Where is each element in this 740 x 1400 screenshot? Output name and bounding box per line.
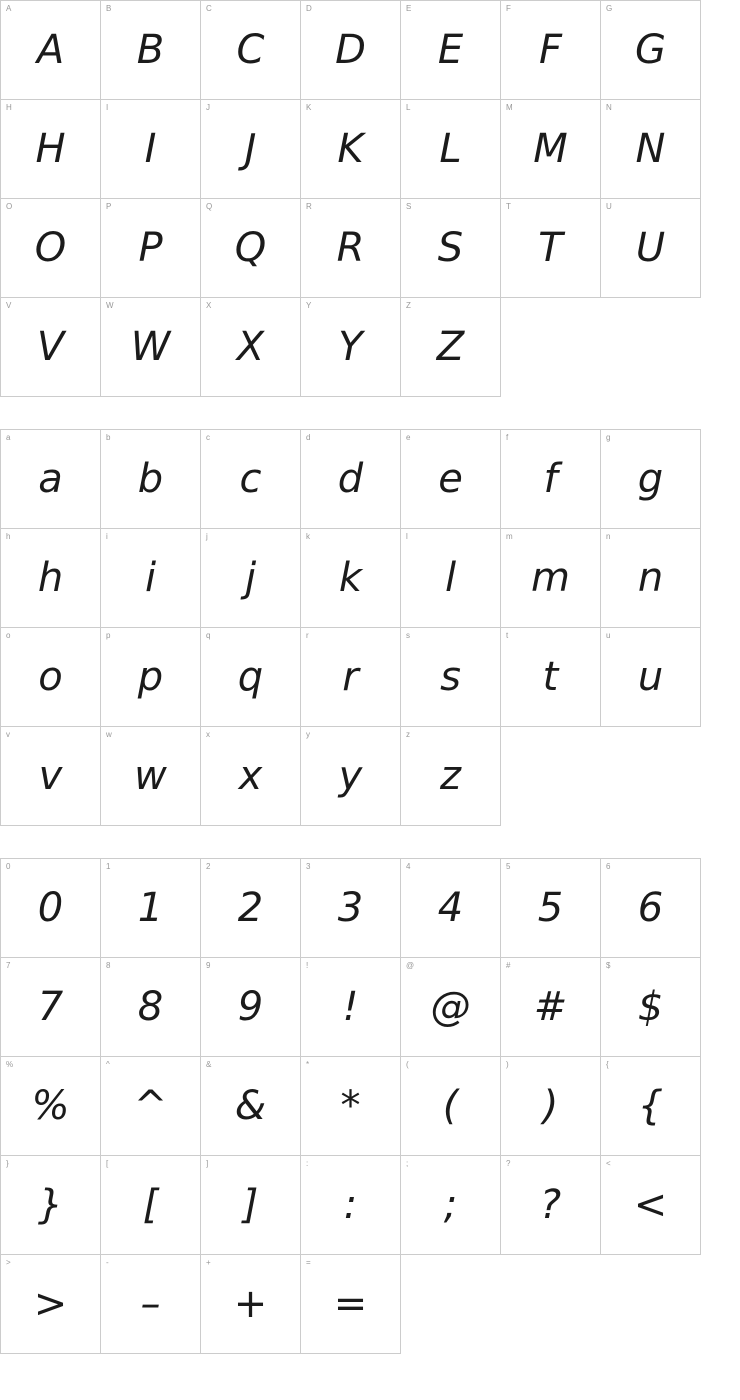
glyph-cell (401, 727, 501, 826)
glyph-character: D (335, 27, 366, 73)
glyph-character: c (239, 456, 262, 502)
glyph-code-label: i (106, 532, 108, 541)
glyph-code-label: f (506, 433, 509, 442)
glyph-cell-empty (401, 1255, 501, 1354)
glyph-cell (401, 1156, 501, 1255)
glyph-code-label: B (106, 4, 112, 13)
glyph-code-label: X (206, 301, 212, 310)
glyph-cell-empty (601, 727, 701, 826)
glyph-cell-empty (601, 1255, 701, 1354)
glyph-cell (1, 199, 101, 298)
glyph-cell (301, 859, 401, 958)
glyph-character: C (236, 27, 265, 73)
glyph-cell (201, 859, 301, 958)
glyph-code-label: # (506, 961, 511, 970)
glyph-character: ^ (133, 1083, 168, 1129)
glyph-code-label: 9 (206, 961, 211, 970)
glyph-character: g (637, 456, 664, 502)
glyph-code-label: p (106, 631, 111, 640)
glyph-character: ! (342, 984, 359, 1030)
glyph-code-label: P (106, 202, 112, 211)
glyph-code-label: & (206, 1060, 212, 1069)
glyph-cell (401, 859, 501, 958)
glyph-cell (301, 1, 401, 100)
glyph-character: I (144, 126, 157, 172)
glyph-cell (501, 1156, 601, 1255)
glyph-cell (501, 628, 601, 727)
glyph-character: 1 (137, 885, 164, 931)
glyph-cell (101, 529, 201, 628)
glyph-cell (201, 430, 301, 529)
glyph-code-label: [ (106, 1159, 109, 1168)
glyph-code-label: q (206, 631, 211, 640)
glyph-cell-empty (601, 298, 701, 397)
glyph-code-label: > (6, 1258, 11, 1267)
glyph-cell (101, 1057, 201, 1156)
glyph-code-label: C (206, 4, 212, 13)
glyph-code-label: a (6, 433, 11, 442)
glyph-character: { (637, 1083, 664, 1129)
glyph-cell (1, 100, 101, 199)
glyph-code-label: w (106, 730, 112, 739)
glyph-character: s (440, 654, 461, 700)
glyph-code-label: g (606, 433, 611, 442)
glyph-character: f (543, 456, 558, 502)
glyph-cell (1, 727, 101, 826)
glyph-cell (501, 1, 601, 100)
glyph-character: v (38, 753, 63, 799)
glyph-character: u (637, 654, 664, 700)
glyph-character: j (244, 555, 257, 601)
glyph-cell (101, 958, 201, 1057)
glyph-code-label: + (206, 1258, 211, 1267)
glyph-character: P (138, 225, 163, 271)
glyph-code-label: H (6, 103, 12, 112)
glyph-code-label: { (606, 1060, 609, 1069)
glyph-grid-uppercase (0, 0, 701, 397)
glyph-cell (201, 727, 301, 826)
glyph-code-label: = (306, 1258, 311, 1267)
glyph-code-label: M (506, 103, 513, 112)
glyph-code-label: t (506, 631, 509, 640)
glyph-character: T (538, 225, 563, 271)
glyph-cell (401, 100, 501, 199)
glyph-code-label: n (606, 532, 611, 541)
glyph-code-label: : (306, 1159, 309, 1168)
glyph-character: % (31, 1083, 70, 1129)
glyph-character: H (35, 126, 66, 172)
glyph-character: E (437, 27, 464, 73)
glyph-code-label: k (306, 532, 310, 541)
glyph-code-label: 6 (606, 862, 611, 871)
glyph-character: * (340, 1083, 361, 1129)
glyph-character: b (137, 456, 164, 502)
glyph-character: 2 (237, 885, 264, 931)
glyph-code-label: A (6, 4, 12, 13)
glyph-cell (201, 199, 301, 298)
glyph-code-label: s (406, 631, 410, 640)
glyph-cell (1, 298, 101, 397)
glyph-character: o (38, 654, 63, 700)
glyph-character: t (542, 654, 559, 700)
glyph-cell (1, 859, 101, 958)
glyph-cell-empty (501, 1255, 601, 1354)
glyph-character: w (134, 753, 167, 799)
glyph-code-label: ^ (106, 1060, 110, 1069)
glyph-code-label: v (6, 730, 10, 739)
glyph-character: } (37, 1182, 64, 1228)
section-lowercase (0, 429, 740, 826)
glyph-character: l (444, 555, 457, 601)
glyph-code-label: V (6, 301, 12, 310)
glyph-character: = (333, 1281, 368, 1327)
glyph-code-label: ( (406, 1060, 409, 1069)
glyph-cell (1, 958, 101, 1057)
glyph-cell (601, 100, 701, 199)
glyph-character: M (533, 126, 568, 172)
glyph-cell (101, 199, 201, 298)
glyph-cell (301, 1057, 401, 1156)
glyph-code-label: @ (406, 961, 415, 970)
glyph-code-label: 7 (6, 961, 11, 970)
glyph-code-label: G (606, 4, 613, 13)
glyph-cell (101, 100, 201, 199)
glyph-cell (201, 1, 301, 100)
glyph-grid-digits-symbols (0, 858, 701, 1354)
glyph-cell (1, 628, 101, 727)
glyph-character: 5 (537, 885, 564, 931)
glyph-cell (301, 430, 401, 529)
glyph-character: n (637, 555, 664, 601)
glyph-cell (101, 1, 201, 100)
glyph-cell (301, 628, 401, 727)
glyph-code-label: W (106, 301, 114, 310)
glyph-cell (501, 199, 601, 298)
glyph-code-label: j (206, 532, 208, 541)
glyph-code-label: Q (206, 202, 213, 211)
glyph-code-label: F (506, 4, 511, 13)
glyph-code-label: l (406, 532, 408, 541)
glyph-character: 6 (637, 885, 664, 931)
glyph-code-label: y (306, 730, 310, 739)
glyph-cell (201, 958, 301, 1057)
glyph-code-label: Y (306, 301, 312, 310)
glyph-cell (101, 859, 201, 958)
glyph-cell (1, 430, 101, 529)
glyph-code-label: 8 (106, 961, 111, 970)
glyph-cell (501, 529, 601, 628)
glyph-character: r (342, 654, 359, 700)
glyph-cell (601, 1057, 701, 1156)
glyph-code-label: Z (406, 301, 411, 310)
glyph-code-label: x (206, 730, 210, 739)
glyph-cell (1, 1255, 101, 1354)
glyph-cell (101, 1255, 201, 1354)
glyph-code-label: h (6, 532, 11, 541)
glyph-character: $ (637, 984, 664, 1030)
glyph-cell (401, 298, 501, 397)
glyph-code-label: U (606, 202, 612, 211)
glyph-cell (101, 1156, 201, 1255)
glyph-cell (401, 1, 501, 100)
glyph-cell (201, 1255, 301, 1354)
glyph-character: L (439, 126, 462, 172)
glyph-code-label: } (6, 1159, 9, 1168)
glyph-code-label: ) (506, 1060, 509, 1069)
glyph-code-label: * (306, 1060, 310, 1069)
glyph-character: ( (442, 1083, 459, 1129)
glyph-character: ) (542, 1083, 559, 1129)
glyph-character: y (338, 753, 363, 799)
glyph-character: V (36, 324, 65, 370)
glyph-cell (401, 430, 501, 529)
glyph-cell (101, 727, 201, 826)
glyph-character: K (337, 126, 364, 172)
glyph-code-label: I (106, 103, 109, 112)
glyph-character: 4 (437, 885, 464, 931)
glyph-code-label: T (506, 202, 511, 211)
glyph-code-label: u (606, 631, 611, 640)
glyph-character: U (635, 225, 666, 271)
glyph-character: @ (430, 984, 471, 1030)
glyph-cell (201, 1057, 301, 1156)
glyph-code-label: r (306, 631, 309, 640)
glyph-character: d (337, 456, 364, 502)
glyph-character: X (236, 324, 265, 370)
glyph-code-label: ; (406, 1159, 409, 1168)
glyph-cell (401, 1057, 501, 1156)
glyph-code-label: z (406, 730, 410, 739)
glyph-character: G (635, 27, 666, 73)
glyph-code-label: N (606, 103, 612, 112)
glyph-character: B (136, 27, 165, 73)
section-digits-symbols (0, 858, 740, 1354)
glyph-code-label: o (6, 631, 11, 640)
glyph-cell (1, 1057, 101, 1156)
glyph-character: > (33, 1281, 68, 1327)
glyph-cell (601, 529, 701, 628)
glyph-cell (501, 430, 601, 529)
glyph-cell (101, 298, 201, 397)
glyph-code-label: ] (206, 1159, 209, 1168)
glyph-character: Y (338, 324, 363, 370)
glyph-character: < (633, 1182, 668, 1228)
glyph-cell (301, 1156, 401, 1255)
glyph-cell (601, 430, 701, 529)
glyph-character: + (233, 1281, 268, 1327)
glyph-character: J (244, 126, 257, 172)
glyph-cell (301, 100, 401, 199)
glyph-character: m (531, 555, 570, 601)
glyph-code-label: b (106, 433, 111, 442)
glyph-character: ] (242, 1182, 259, 1228)
glyph-code-label: O (6, 202, 13, 211)
glyph-code-label: 1 (106, 862, 111, 871)
glyph-cell (201, 298, 301, 397)
glyph-cell (401, 628, 501, 727)
glyph-character: [ (142, 1182, 159, 1228)
glyph-cell (501, 859, 601, 958)
glyph-cell (301, 199, 401, 298)
glyph-code-label: < (606, 1159, 611, 1168)
glyph-cell (201, 1156, 301, 1255)
glyph-cell (601, 859, 701, 958)
glyph-code-label: $ (606, 961, 611, 970)
glyph-cell (201, 529, 301, 628)
glyph-code-label: ? (506, 1159, 511, 1168)
glyph-character: x (238, 753, 263, 799)
glyph-cell (301, 1255, 401, 1354)
glyph-code-label: % (6, 1060, 14, 1069)
glyph-character: A (36, 27, 65, 73)
glyph-code-label: 5 (506, 862, 511, 871)
section-spacer-2 (0, 826, 740, 858)
glyph-character: k (338, 555, 363, 601)
glyph-character: : (343, 1182, 358, 1228)
glyph-code-label: 4 (406, 862, 411, 871)
glyph-character: N (635, 126, 666, 172)
glyph-character: a (38, 456, 63, 502)
glyph-code-label: S (406, 202, 412, 211)
glyph-cell (301, 529, 401, 628)
glyph-character: z (440, 753, 461, 799)
section-spacer-1 (0, 397, 740, 429)
glyph-cell (201, 100, 301, 199)
glyph-code-label: e (406, 433, 411, 442)
glyph-cell (101, 430, 201, 529)
glyph-character: O (34, 225, 67, 271)
glyph-character: Q (234, 225, 267, 271)
glyph-cell-empty (501, 727, 601, 826)
glyph-cell (601, 1156, 701, 1255)
glyph-character: – (140, 1281, 161, 1327)
glyph-cell (201, 628, 301, 727)
glyph-cell (401, 529, 501, 628)
glyph-cell (601, 1, 701, 100)
glyph-cell (401, 199, 501, 298)
glyph-character: R (336, 225, 365, 271)
glyph-code-label: E (406, 4, 412, 13)
glyph-code-label: 3 (306, 862, 311, 871)
glyph-cell (301, 958, 401, 1057)
glyph-cell (601, 628, 701, 727)
glyph-character: S (437, 225, 464, 271)
glyph-cell (301, 298, 401, 397)
glyph-cell (601, 199, 701, 298)
glyph-character: & (234, 1083, 267, 1129)
section-uppercase (0, 0, 740, 397)
glyph-character: Z (436, 324, 465, 370)
glyph-cell (401, 958, 501, 1057)
glyph-code-label: ! (306, 961, 309, 970)
glyph-grid-lowercase (0, 429, 701, 826)
glyph-cell (501, 1057, 601, 1156)
glyph-cell (101, 628, 201, 727)
glyph-code-label: 2 (206, 862, 211, 871)
glyph-character: 9 (237, 984, 264, 1030)
glyph-character: p (137, 654, 164, 700)
glyph-cell (301, 727, 401, 826)
glyph-character: i (144, 555, 157, 601)
glyph-code-label: K (306, 103, 312, 112)
glyph-character: h (37, 555, 64, 601)
glyph-code-label: d (306, 433, 311, 442)
glyph-code-label: - (106, 1258, 109, 1267)
glyph-character: ; (443, 1182, 458, 1228)
glyph-cell-empty (501, 298, 601, 397)
glyph-character: q (237, 654, 264, 700)
glyph-code-label: D (306, 4, 312, 13)
glyph-code-label: c (206, 433, 210, 442)
glyph-cell (1, 529, 101, 628)
glyph-character: ? (539, 1182, 562, 1228)
glyph-code-label: 0 (6, 862, 11, 871)
glyph-cell (1, 1, 101, 100)
glyph-cell (501, 958, 601, 1057)
glyph-character: 8 (137, 984, 164, 1030)
glyph-character: 0 (37, 885, 64, 931)
glyph-code-label: R (306, 202, 312, 211)
glyph-cell (601, 958, 701, 1057)
glyph-character: 3 (337, 885, 364, 931)
glyph-character: e (438, 456, 463, 502)
glyph-code-label: L (406, 103, 411, 112)
glyph-code-label: m (506, 532, 513, 541)
glyph-character: # (533, 984, 568, 1030)
glyph-cell (1, 1156, 101, 1255)
glyph-code-label: J (206, 103, 210, 112)
glyph-character: F (538, 27, 562, 73)
glyph-cell (501, 100, 601, 199)
glyph-character: W (130, 324, 171, 370)
glyph-character: 7 (37, 984, 64, 1030)
